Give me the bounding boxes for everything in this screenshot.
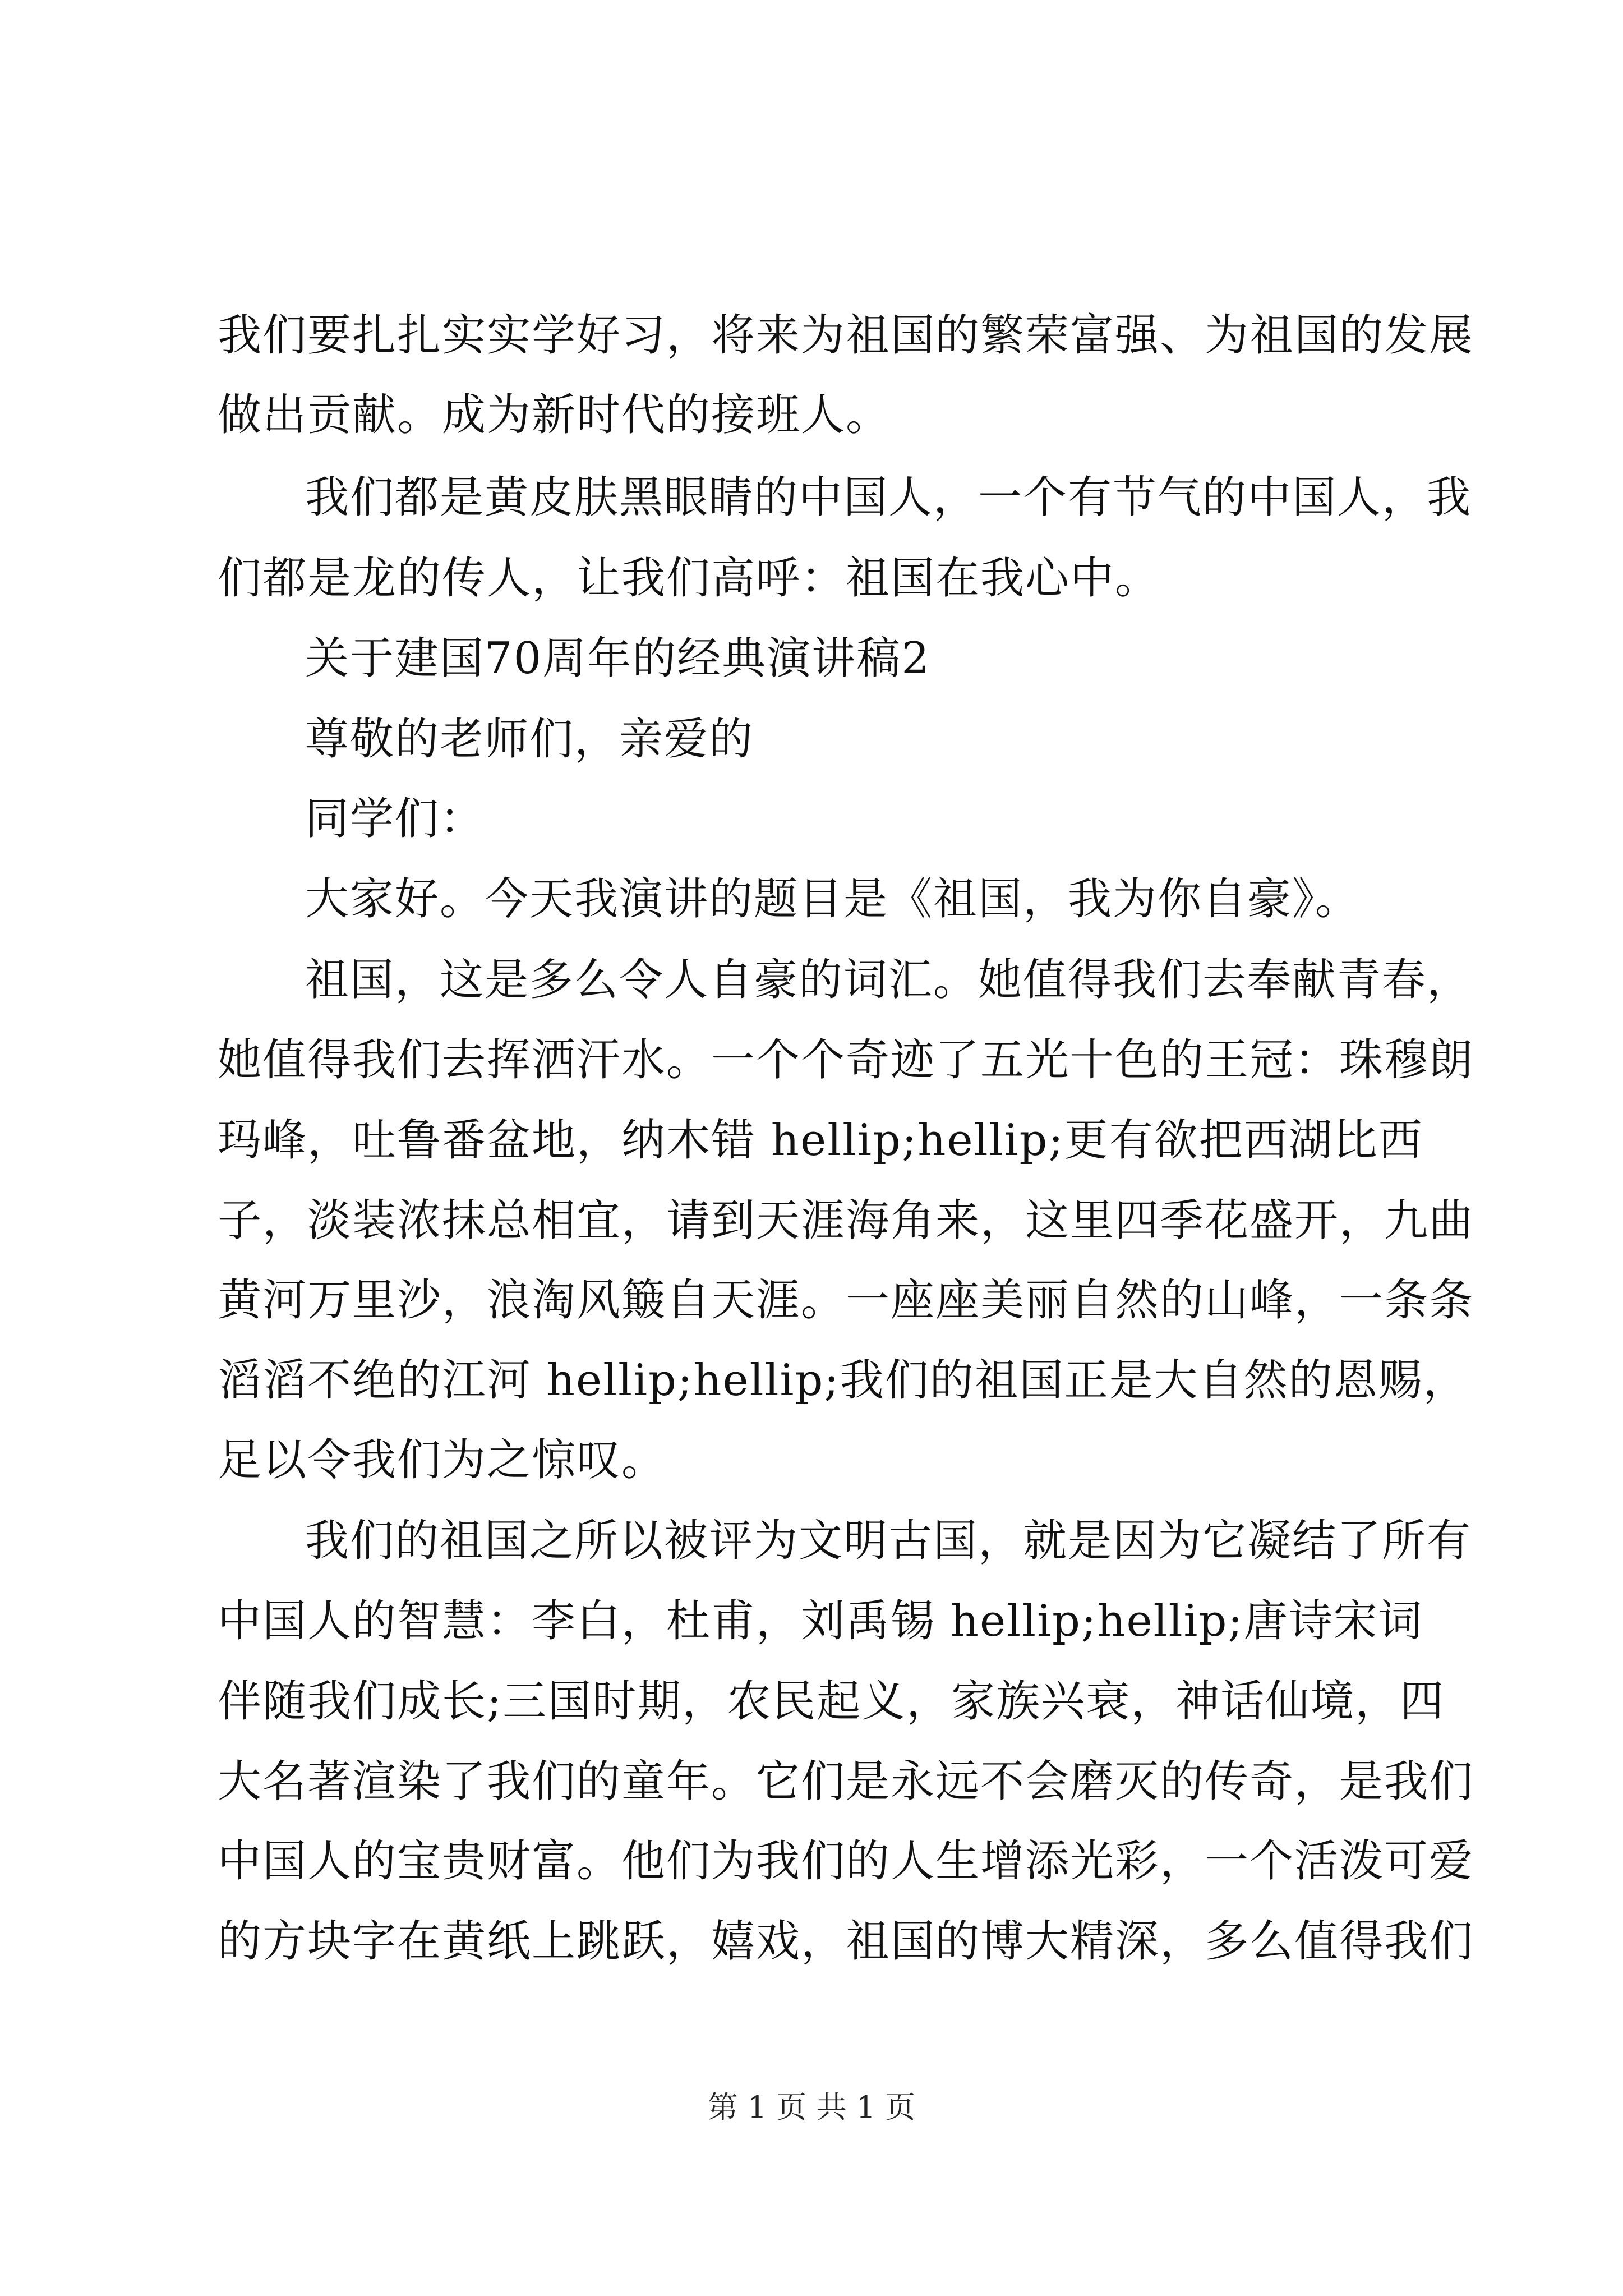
text-line: 尊敬的老师们，亲爱的 (305, 714, 754, 765)
text-line: 玛峰，吐鲁番盆地，纳木错 hellip;hellip;更有欲把西湖比西 (218, 1115, 1423, 1166)
page-number-footer: 第 1 页 共 1 页 (707, 2090, 916, 2125)
text-line: 我们要扎扎实实学好习，将来为祖国的繁荣富强、为祖国的发展 (218, 310, 1474, 361)
text-line: 滔滔不绝的江河 hellip;hellip;我们的祖国正是大自然的恩赐， (218, 1355, 1468, 1406)
text-line: 中国人的智慧：李白，杜甫，刘禹锡 hellip;hellip;唐诗宋词 (218, 1596, 1423, 1646)
text-line: 黄河万里沙，浪淘风簸自天涯。一座座美丽自然的山峰，一条条 (218, 1275, 1474, 1326)
text-line: 我们都是黄皮肤黑眼睛的中国人，一个有节气的中国人，我 (305, 472, 1472, 523)
text-line: 子，淡装浓抹总相宜，请到天涯海角来，这里四季花盛开，九曲 (218, 1195, 1474, 1246)
text-line: 伴随我们成长;三国时期，农民起义，家族兴衰，神话仙境，四 (218, 1676, 1445, 1727)
text-line: 祖国，这是多么令人自豪的词汇。她值得我们去奉献青春， (305, 955, 1472, 1005)
text-line: 她值得我们去挥洒汗水。一个个奇迹了五光十色的王冠：珠穆朗 (218, 1035, 1474, 1085)
text-line: 足以令我们为之惊叹。 (218, 1435, 667, 1485)
text-line: 我们的祖国之所以被评为文明古国，就是因为它凝结了所有 (305, 1516, 1472, 1566)
text-line: 做出贡献。成为新时代的接班人。 (218, 390, 891, 440)
text-line: 们都是龙的传人，让我们高呼：祖国在我心中。 (218, 553, 1160, 604)
text-line: 同学们： (305, 794, 485, 844)
section-heading: 关于建国70周年的经典演讲稿2 (305, 633, 930, 684)
text-line: 的方块字在黄纸上跳跃，嬉戏，祖国的博大精深，多么值得我们 (218, 1916, 1474, 1967)
text-line: 大名著渲染了我们的童年。它们是永远不会磨灭的传奇，是我们 (218, 1756, 1474, 1807)
text-line: 中国人的宝贵财富。他们为我们的人生增添光彩，一个活泼可爱 (218, 1836, 1474, 1887)
text-line: 大家好。今天我演讲的题目是《祖国，我为你自豪》。 (305, 874, 1361, 924)
